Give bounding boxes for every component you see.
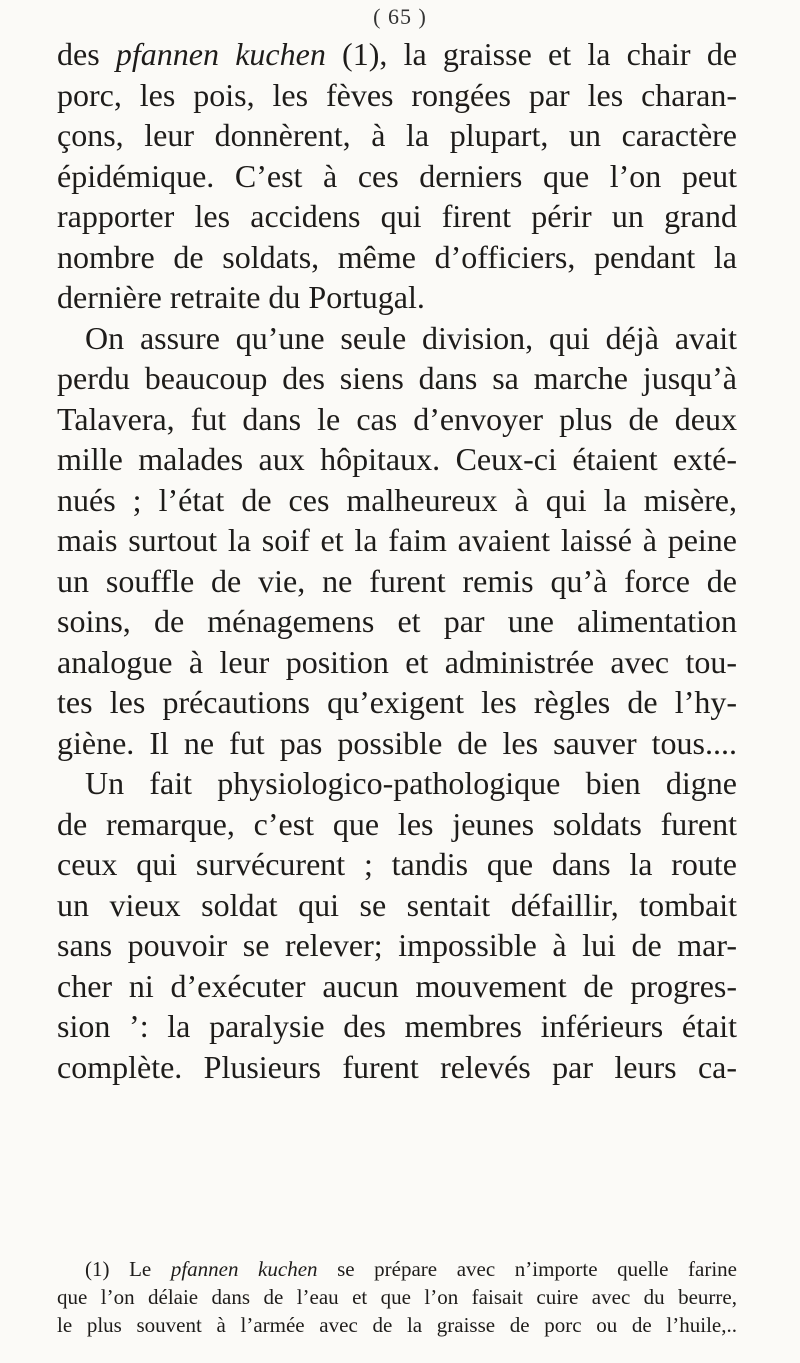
text-line: sion ’: la paralysie des membres inférieurs était [57,1008,737,1044]
footnote-line: (1) Le pfannen kuchen se prépare avec n’importe quelle farine [85,1257,737,1281]
text-line: nués ; l’état de ces malheureux à qui la misère, [57,481,737,518]
text-line: cher ni d’exécuter aucun mouvement de progres- [57,967,737,1004]
text-line: un souffle de vie, ne furent remis qu’à force de [57,562,737,599]
text-line: sans pouvoir se relever; impossible à lui de mar- [57,927,737,963]
text-line: mille malades aux hôpitaux. Ceux-ci étaient exté- [57,441,737,477]
text-line: soins, de ménagemens et par une alimentation [57,603,737,639]
text-line: tes les précautions qu’exigent les règles de l’hy- [57,684,737,720]
text-line: complète. Plusieurs furent relevés par leurs ca- [57,1048,737,1085]
text-line: On assure qu’une seule division, qui déjà avait [85,319,737,356]
footnote [57,1255,737,1339]
page-number: ( 65 ) [373,4,427,29]
footnote-line: le plus souvent à l’armée avec de la graisse de porc ou de l’huile,.. [57,1313,737,1337]
text-line: Talavera, fut dans le cas d’envoyer plus de deux [57,400,737,437]
text-line: Un fait physiologico-pathologique bien digne [85,765,737,801]
text-line: giène. Il ne fut pas possible de les sauver tous.... [57,724,737,761]
text-line: perdu beaucoup des siens dans sa marche jusqu’à [57,360,737,396]
body-text [57,34,737,1087]
text-line: rapporter les accidens qui firent périr un grand [57,198,737,234]
footnote-line: que l’on délaie dans de l’eau et que l’on faisait cuire avec du beurre, [57,1285,737,1309]
text-line: çons, leur donnèrent, à la plupart, un caractère [57,117,737,153]
text-line: dernière retraite du Portugal. [57,279,425,315]
text-line: des pfannen kuchen (1), la graisse et la chair de [57,36,738,72]
text-line: un vieux soldat qui se sentait défaillir, tombait [57,886,737,923]
text-line: porc, les pois, les fèves rongées par les charan- [57,76,737,113]
text-line: ceux qui survécurent ; tandis que dans la route [57,846,737,882]
text-line: mais surtout la soif et la faim avaient laissé à peine [57,522,737,558]
italic-term: pfannen kuchen [115,36,326,72]
text-line: de remarque, c’est que les jeunes soldats furent [57,805,737,842]
italic-term: pfannen kuchen [170,1257,318,1281]
text-line: nombre de soldats, même d’officiers, pendant la [57,238,737,275]
text-line: analogue à leur position et administrée avec tou- [57,643,737,680]
text-line: épidémique. C’est à ces derniers que l’on peut [57,157,737,194]
